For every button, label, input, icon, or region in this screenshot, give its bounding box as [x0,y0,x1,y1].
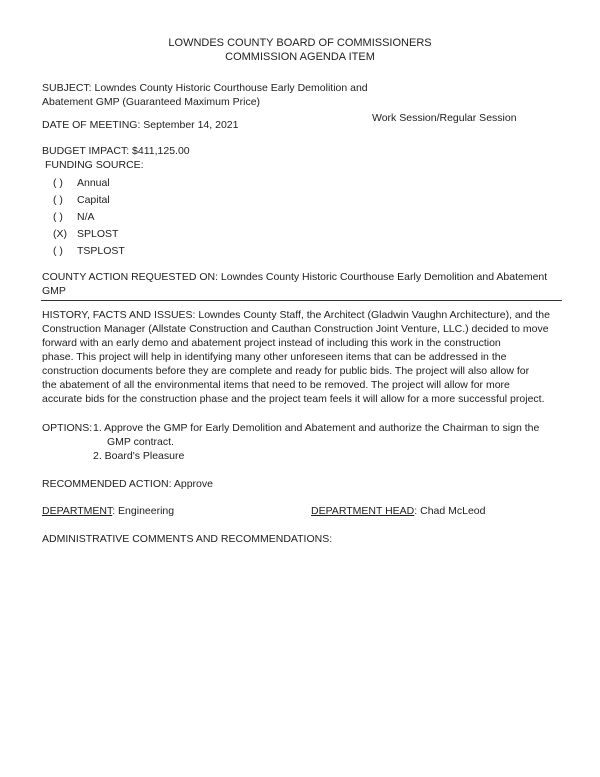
option-1-line-2: GMP contract. [107,436,174,448]
funding-label: TSPLOST [77,245,125,257]
budget-impact: BUDGET IMPACT: $411,125.00 [42,145,190,157]
department-row [42,504,174,518]
history-line-6: the abatement of all the environmental items that need to be removed. The project will allow for more [42,379,510,391]
department-head-label: DEPARTMENT HEAD [311,505,415,517]
funding-mark: ( ) [53,177,63,189]
history-line-4: phase. This project will help in identifying many other unforeseen items that can be addressed in the [42,351,507,363]
funding-source-label: FUNDING SOURCE: [45,159,144,171]
history-line-5: construction documents before they are complete and ready for public bids. The project will also allow for [42,365,530,377]
funding-mark: ( ) [53,245,63,257]
options-label: OPTIONS: [42,422,93,434]
county-action-line-2: GMP [42,285,66,297]
section-divider [41,300,562,301]
funding-option-na [53,210,95,224]
funding-option-annual [53,176,110,190]
department-label: DEPARTMENT [42,505,113,517]
funding-mark: (X) [53,228,67,240]
document-title: LOWNDES COUNTY BOARD OF COMMISSIONERS [168,37,432,49]
funding-option-splost [53,227,118,241]
funding-label: SPLOST [77,228,119,240]
session-type: Work Session/Regular Session [372,112,517,124]
meeting-date: DATE OF MEETING: September 14, 2021 [42,119,239,131]
funding-option-tsplost [53,244,125,258]
history-line-2: Construction Manager (Allstate Construction and Cauthan Construction Joint Venture, LLC.) decided to move [42,323,549,335]
subject-line-2: Abatement GMP (Guaranteed Maximum Price) [42,96,261,108]
department-head-row [311,504,486,518]
county-action-line-1: COUNTY ACTION REQUESTED ON: Lowndes County Historic Courthouse Early Demolition and Abatement [42,271,548,283]
funding-label: Annual [77,177,110,189]
option-2: 2. Board's Pleasure [93,450,185,462]
department-value: : Engineering [112,505,175,517]
history-line-3: forward with an early demo and abatement project instead of including this work in the construction [42,337,501,349]
administrative-comments: ADMINISTRATIVE COMMENTS AND RECOMMENDATIONS: [42,533,333,545]
document-subtitle: COMMISSION AGENDA ITEM [225,51,375,63]
funding-mark: ( ) [53,211,63,223]
recommended-action: RECOMMENDED ACTION: Approve [42,478,213,490]
subject-line-1: SUBJECT: Lowndes County Historic Courthouse Early Demolition and [42,82,368,94]
funding-label: N/A [77,211,95,223]
funding-option-capital [53,193,110,207]
funding-label: Capital [77,194,110,206]
option-1-line-1: 1. Approve the GMP for Early Demolition and Abatement and authorize the Chairman to sign the [93,422,540,434]
department-head-value: : Chad McLeod [414,505,486,517]
history-line-7: accurate bids for the construction phase and the project team feels it will allow for a more successful project. [42,393,545,405]
history-line-1: HISTORY, FACTS AND ISSUES: Lowndes County Staff, the Architect (Gladwin Vaughn Architecture), and the [42,309,550,321]
funding-mark: ( ) [53,194,63,206]
